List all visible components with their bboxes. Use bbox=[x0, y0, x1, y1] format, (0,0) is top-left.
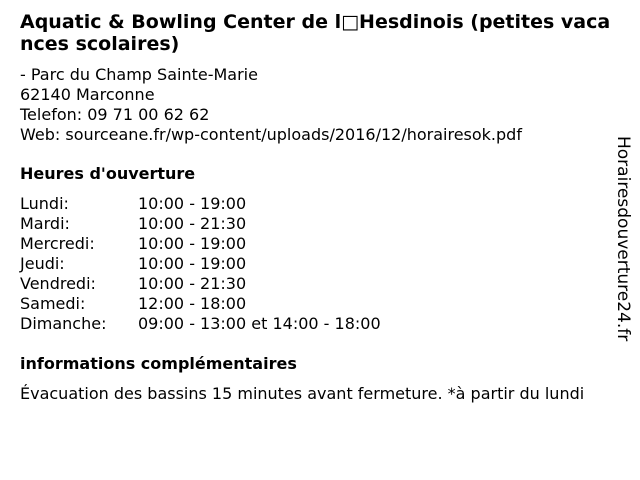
time-value: 10:00 - 19:00 bbox=[138, 194, 247, 213]
time-value: 10:00 - 21:30 bbox=[138, 274, 247, 293]
day-label: Jeudi: bbox=[20, 254, 65, 273]
page-title: Aquatic & Bowling Center de l□Hesdinois (petites vacances scolaires) bbox=[20, 11, 611, 55]
phone-number: Telefon: 09 71 00 62 62 bbox=[20, 105, 210, 124]
address-street: - Parc du Champ Sainte-Marie bbox=[20, 65, 258, 84]
time-value: 09:00 - 13:00 et 14:00 - 18:00 bbox=[138, 314, 381, 333]
day-label: Samedi: bbox=[20, 294, 86, 313]
address-city: 62140 Marconne bbox=[20, 85, 155, 104]
additional-info-heading: informations complémentaires bbox=[20, 354, 297, 373]
day-label: Lundi: bbox=[20, 194, 69, 213]
day-label: Vendredi: bbox=[20, 274, 96, 293]
additional-info-text: Évacuation des bassins 15 minutes avant fermeture. *à partir du lundi bbox=[20, 384, 585, 403]
time-value: 12:00 - 18:00 bbox=[138, 294, 247, 313]
time-value: 10:00 - 21:30 bbox=[138, 214, 247, 233]
time-value: 10:00 - 19:00 bbox=[138, 254, 247, 273]
brand-watermark: Horairesdouverture24.fr bbox=[613, 136, 633, 342]
day-label: Mercredi: bbox=[20, 234, 95, 253]
day-label: Mardi: bbox=[20, 214, 70, 233]
time-value: 10:00 - 19:00 bbox=[138, 234, 247, 253]
address-block bbox=[20, 65, 610, 145]
opening-hours-heading: Heures d'ouverture bbox=[20, 164, 196, 183]
day-label: Dimanche: bbox=[20, 314, 107, 333]
website-link: Web: sourceane.fr/wp-content/uploads/2016/12/horairesok.pdf bbox=[20, 125, 522, 144]
